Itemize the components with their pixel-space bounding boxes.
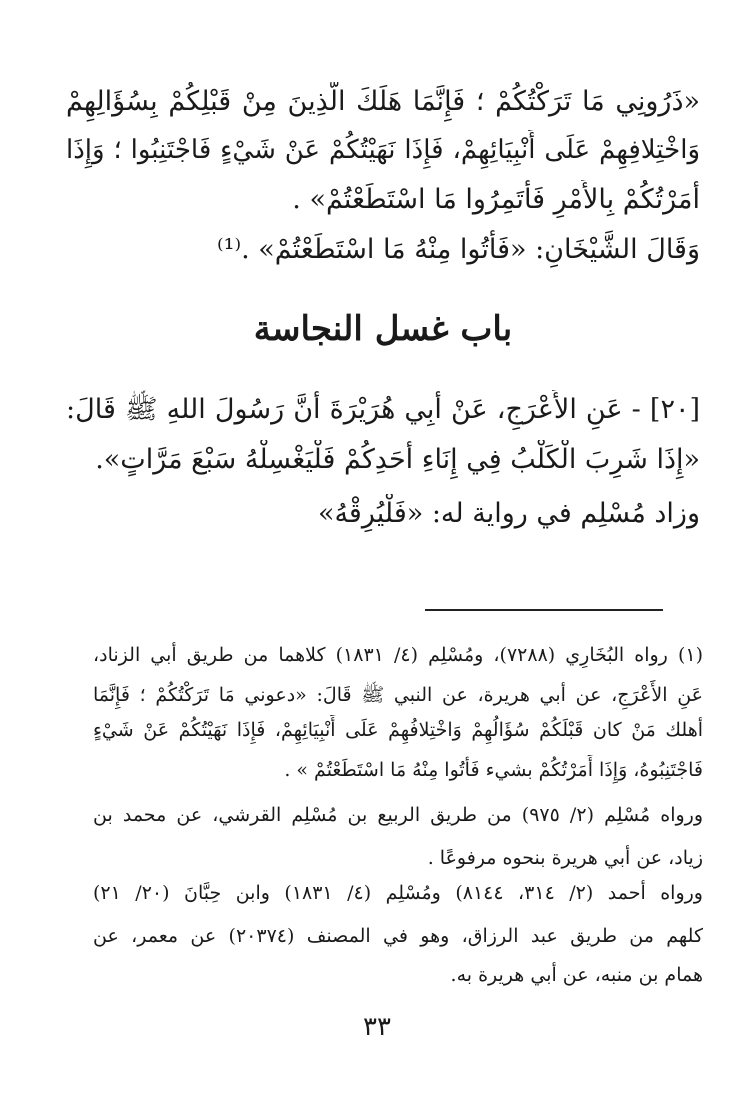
- footnote-line-3: أهلك مَنْ كان قَبْلَكُمْ سُؤَالُهِمْ وَاخْتِلافُهِمْ عَلَى أَنْبِيَائِهِمْ، فَإِذَا نَهَيْتُكُمْ عَنْ شَيْءٍ: [93, 719, 703, 741]
- footnote-line-6: زياد، عن أبي هريرة بنحوه مرفوعًا .: [427, 847, 703, 869]
- hadith-20-isnad: [٢٠] - عَنِ الأَعْرَجِ، عَنْ أَبِي هُرَيْرَةَ أَنَّ رَسُولَ اللهِ ﷺ قَالَ:: [66, 394, 700, 425]
- page-number: ٣٣: [363, 1012, 391, 1042]
- footnote-line-7: ورواه أحمد (٢/ ٣١٤، ٨١٤٤) ومُسْلِم (٤/ ١٨٣١) وابن حِبَّانَ (٢٠/ ٢١): [93, 882, 703, 904]
- hadith-20-matn: «إِذَا شَرِبَ الْكَلْبُ فِي إِنَاءِ أَحَدِكُمْ فَلْيَغْسِلْهُ سَبْعَ مَرَّاتٍ».: [95, 444, 700, 475]
- footnote-line-5: ورواه مُسْلِم (٢/ ٩٧٥) من طريق الربيع بن مُسْلِم القرشي، عن محمد بن: [93, 804, 703, 826]
- footnote-line-4: فَاجْتَنِبُوهُ، وَإِذَا أَمَرْتُكُمْ بشيء فَأْتُوا مِنْهُ مَا اسْتَطَعْتُمْ » .: [284, 759, 703, 781]
- footnote-line-9: همام بن منبه، عن أبي هريرة به.: [450, 964, 703, 986]
- shaykhan-line: وَقَالَ الشَّيْخَانِ: «فَأْتُوا مِنْهُ مَا اسْتَطَعْتُمْ» .⁽¹⁾: [217, 234, 700, 265]
- hadith-line-3: أَمَرْتُكُمْ بِالأَمْرِ فَأْتَمِرُوا مَا اسْتَطَعْتُمْ» .: [292, 184, 700, 215]
- footnote-line-1: (١) رواه البُخَارِي (٧٢٨٨)، ومُسْلِم (٤/ ١٨٣١) كلاهما من طريق أبي الزناد،: [93, 644, 703, 666]
- hadith-line-2: وَاخْتِلافِهِمْ عَلَى أَنْبِيَائِهِمْ، فَإِذَا نَهَيْتُكُمْ عَنْ شَيْءٍ فَاجْتَنِبُوا ؛ وَإِذَا: [66, 135, 700, 165]
- footnote-separator: [425, 609, 663, 611]
- footnote-line-8: كلهم من طريق عبد الرزاق، وهو في المصنف (٢٠٣٧٤) عن معمر، عن: [93, 925, 703, 947]
- footnote-line-2: عَنِ الأَعْرَجِ، عن أبي هريرة، عن النبي ﷺ قَالَ: «دعوني مَا تَرَكْتُكُمْ ؛ فَإِنَّمَا: [93, 684, 703, 706]
- hadith-line-1: «ذَرُونِي مَا تَرَكْتُكُمْ ؛ فَإِنَّمَا هَلَكَ الَّذِينَ مِنْ قَبْلِكُمْ بِسُؤَالِهِمْ: [66, 86, 700, 117]
- hadith-20-addition: وزاد مُسْلِم في رواية له: «فَلْيُرِقْهُ»: [317, 498, 700, 529]
- section-title: باب غسل النجاسة: [253, 309, 513, 349]
